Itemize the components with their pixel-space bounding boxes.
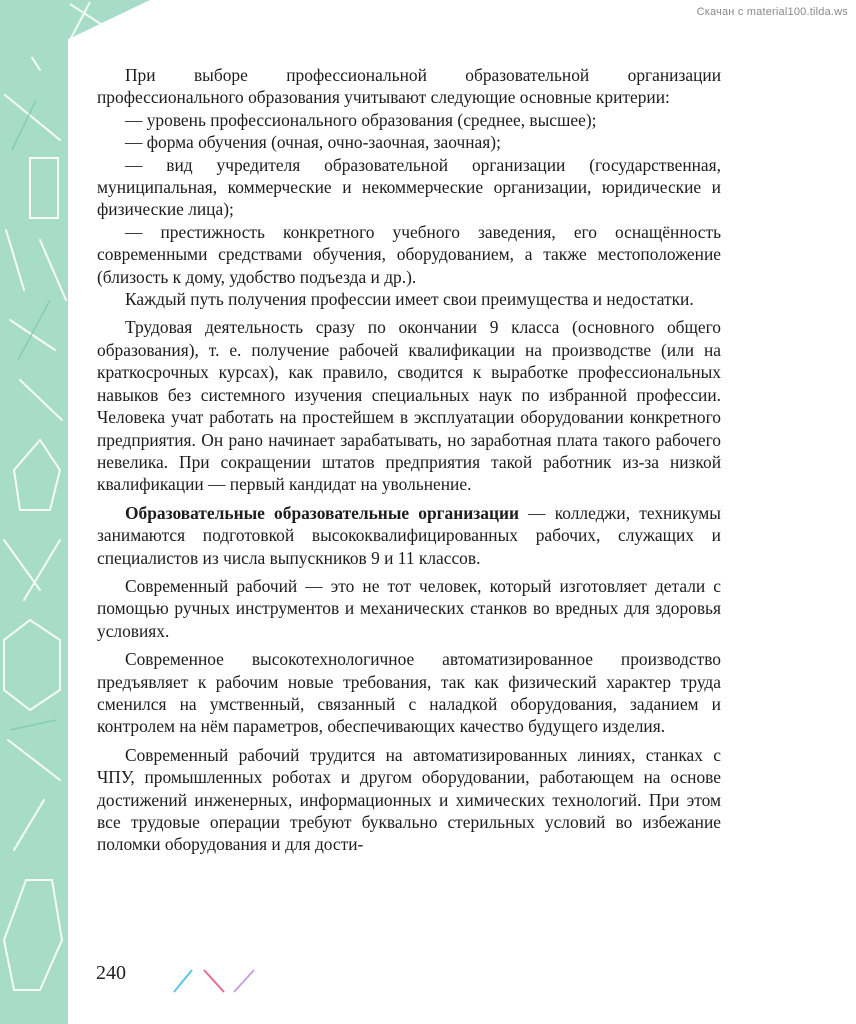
decorative-strokes-icon — [170, 966, 260, 994]
paragraph-hightech: Современное высокотехнологичное автоматизированное производство предъявляет к рабочим новые требования, так как физический характер труда сменился на умственный, связанный с наладкой оборудования, заданием и контролем на нём параметров, обеспечивающих качество будущего изделия. — [97, 649, 721, 737]
geometric-pattern-icon — [0, 0, 68, 1024]
source-watermark: Скачан с material100.tilda.ws — [696, 6, 848, 18]
paragraph-colleges-text: — колледжи, техникумы занимаются подготовкой высококвалифицированных рабочих, служащих и специалистов из числа выпускников 9 и 11 классов. — [97, 502, 721, 568]
decorative-corner — [0, 0, 150, 72]
paragraph-criteria-intro: При выборе профессиональной образовательной организации профессионального образования учитывают следующие основные критерии: — [97, 65, 721, 108]
paragraph-colleges — [97, 502, 721, 569]
page-body — [97, 64, 721, 856]
paragraph-automation: Современный рабочий трудится на автоматизированных линиях, станках с ЧПУ, промышленных роботах и другом оборудовании, работающем на основе достижений инженерных, информационных и химических технологий. При этом все трудовые операции требуют буквально стерильных условий во избежание поломки оборудования и для дости- — [97, 744, 721, 855]
page-number: 240 — [96, 962, 126, 984]
paragraph-advantages: Каждый путь получения профессии имеет свои преимущества и недостатки. — [125, 289, 694, 310]
bold-term: Образовательные образовательные организации — [125, 502, 520, 523]
list-item-founder: — вид учредителя образовательной организации (государственная, муниципальная, коммерческие и некоммерческие организации, юридические и физические лица); — [97, 154, 721, 220]
list-item-form: — форма обучения (очная, очно-заочная, заочная); — [125, 132, 501, 153]
decorative-side-band — [0, 0, 68, 1024]
list-item-prestige: — престижность конкретного учебного заведения, его оснащённость современными средствами обучения, оборудованием, а также местоположение (близость к дому, удобство подъезда и др.). — [97, 221, 721, 287]
corner-lines-icon — [0, 0, 150, 72]
list-item-level: — уровень профессионального образования (среднее, высшее); — [125, 109, 597, 130]
paragraph-work-after-9: Трудовая деятельность сразу по окончании 9 класса (основного общего образования), т. е. получение рабочей квалификации на производстве (или на краткосрочных курсах), как правило, сводится к выработке профессиональных навыков без системного изучения специальных наук по избранной профессии. Человека учат работать на простейшем в эксплуатации оборудовании конкретного предприятия. Он рано начинает зарабатывать, но заработная плата такого рабочего невелика. При сокращении штатов предприятия такой работник из-за низкой квалификации — первый кандидат на увольнение. — [97, 317, 721, 495]
paragraph-modern-worker: Современный рабочий — это не тот человек, который изготовляет детали с помощью ручных инструментов и механических станков во вредных для здоровья условиях. — [97, 575, 721, 641]
